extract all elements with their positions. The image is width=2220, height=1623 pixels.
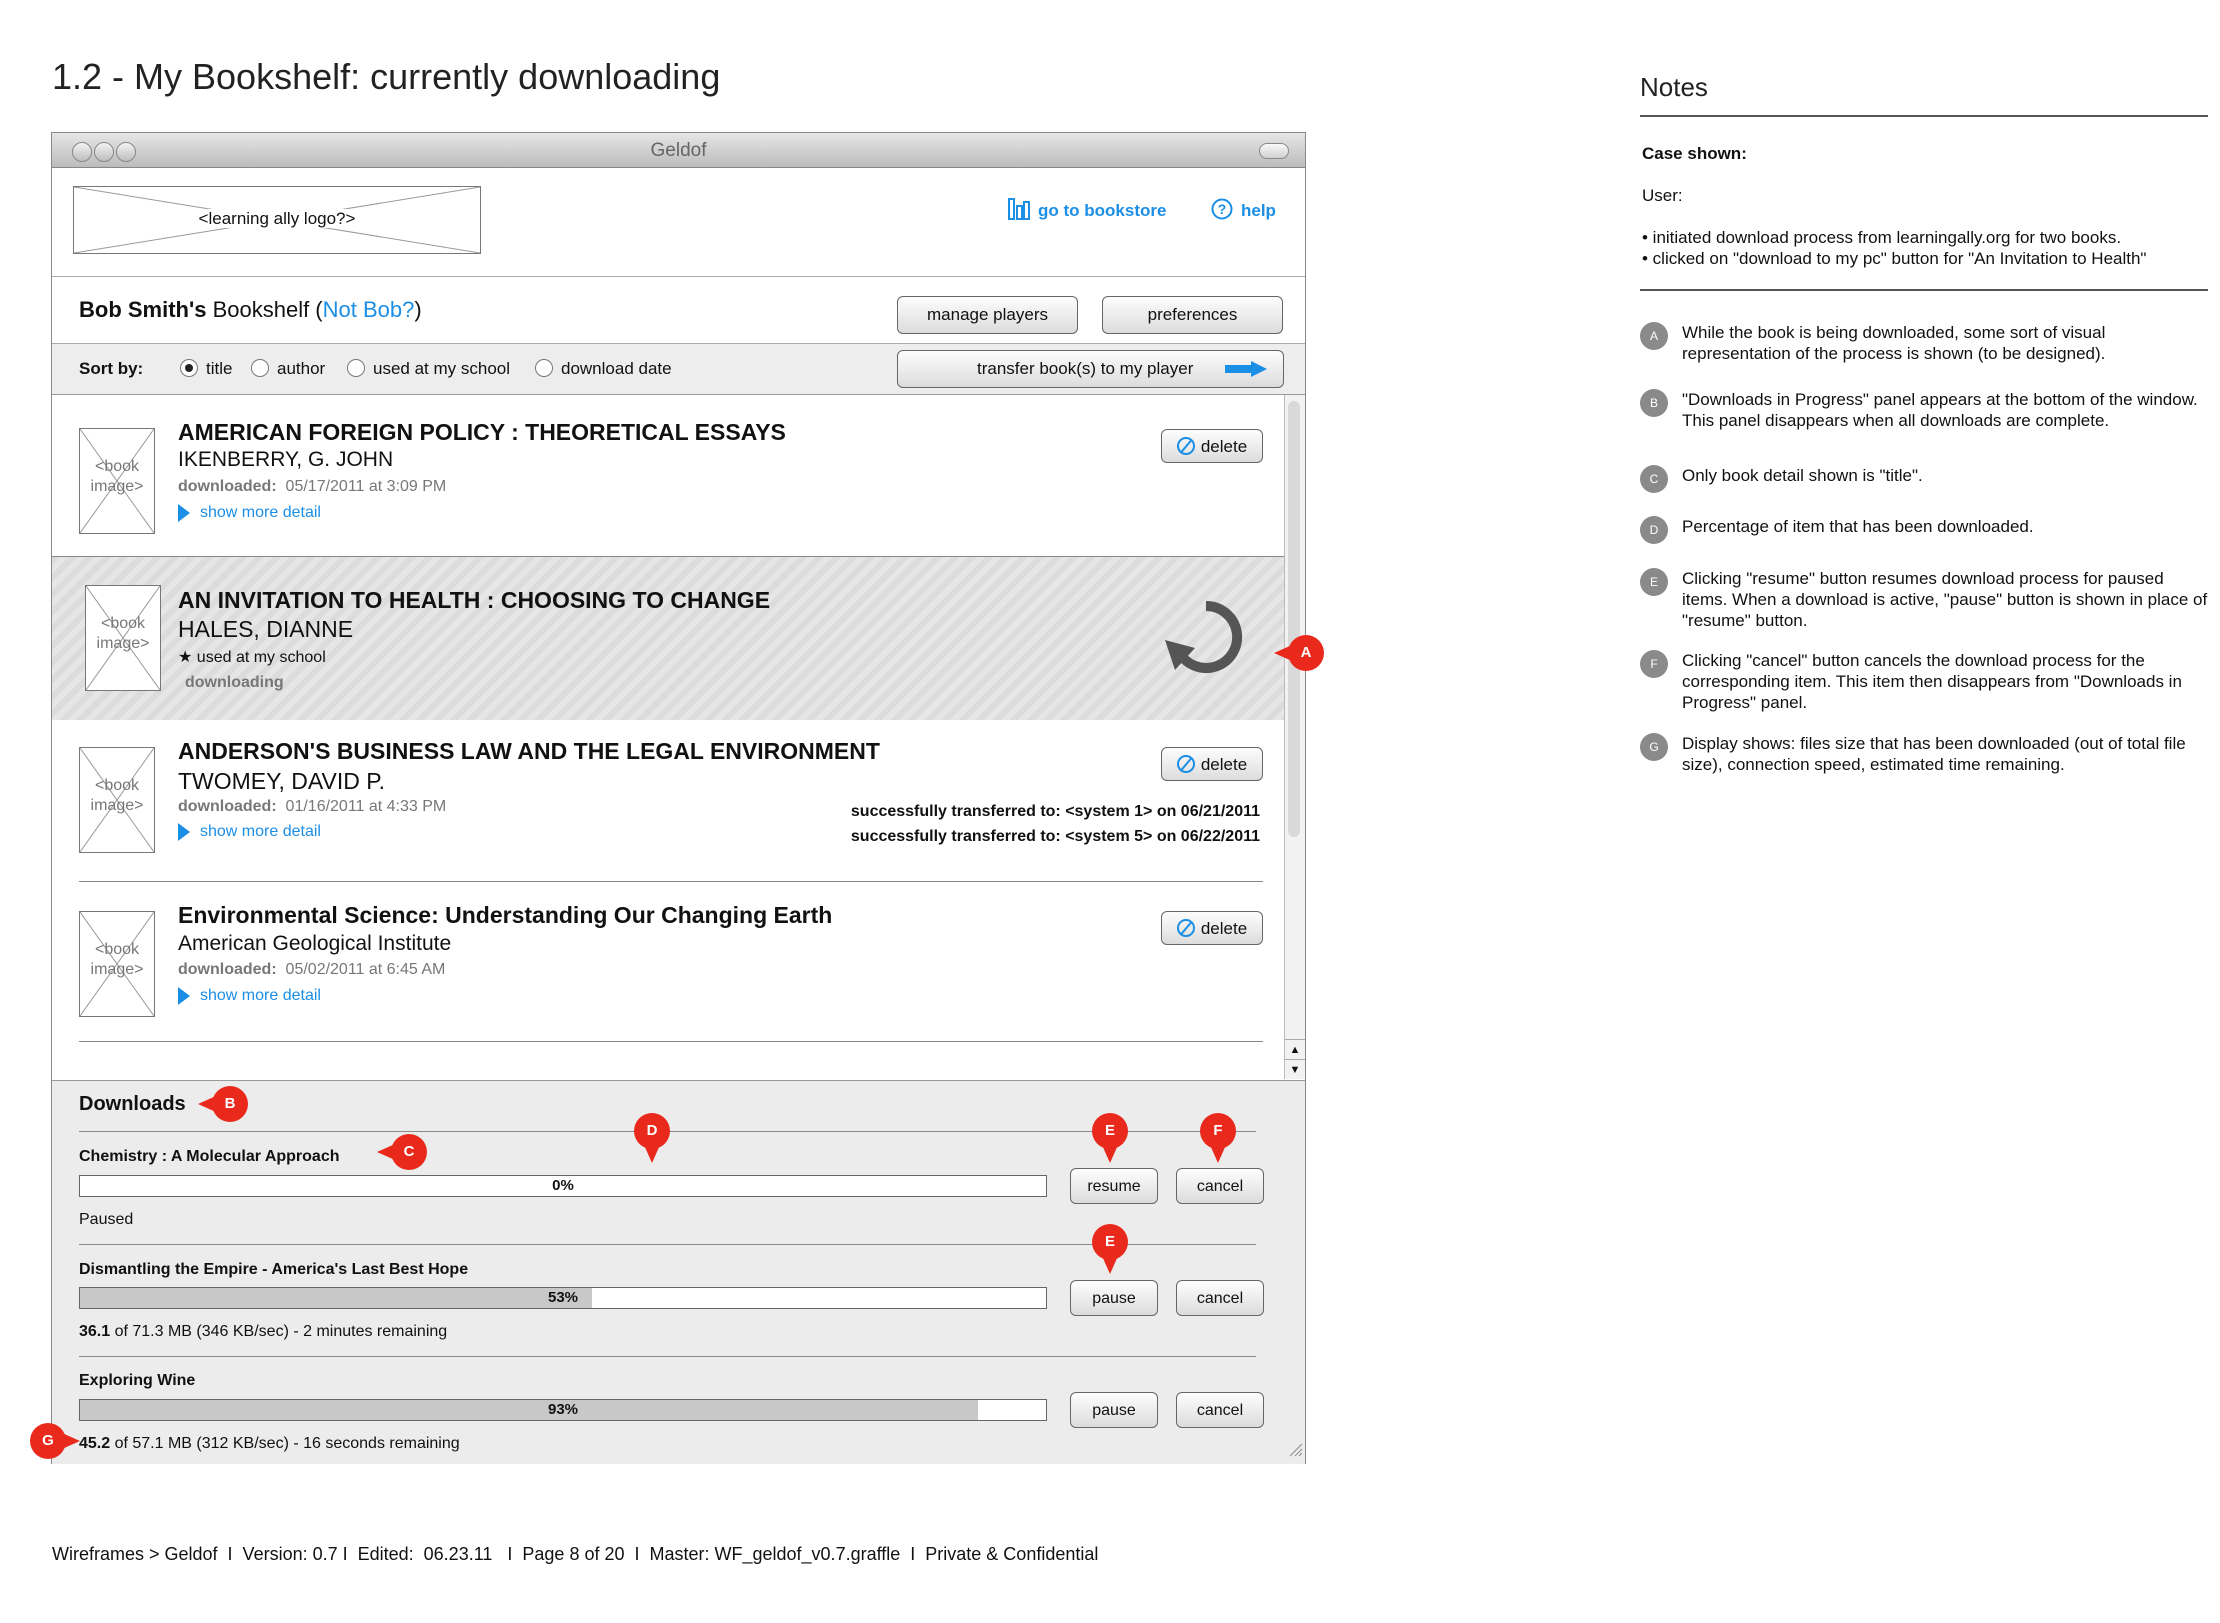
used-at-school-tag — [178, 647, 326, 667]
preferences-button[interactable]: preferences — [1102, 296, 1283, 334]
callout-a: A — [1288, 635, 1324, 671]
resize-grip-icon[interactable] — [1287, 1441, 1303, 1462]
list-scrollbar[interactable] — [1284, 395, 1305, 1079]
manage-players-button[interactable]: manage players — [897, 296, 1078, 334]
notes-divider — [1640, 289, 2208, 291]
sort-option-label: title — [206, 359, 233, 378]
book-downloaded-date — [178, 798, 446, 816]
book-title: Environmental Science: Understanding Our Changing Earth — [178, 902, 833, 928]
callout-b: B — [212, 1086, 248, 1122]
bookshelf-bar — [52, 277, 1305, 344]
book-title: AN INVITATION TO HEALTH : CHOOSING TO CHANGE — [178, 587, 771, 613]
downloaded-label: downloaded: — [178, 798, 277, 815]
case-shown-label: Case shown: — [1642, 144, 1747, 163]
radio-icon — [347, 359, 365, 377]
note-text: While the book is being downloaded, some sort of visual representation of the process is shown (to be designed). — [1682, 323, 2106, 363]
download-progress-bar — [79, 1399, 1047, 1421]
note-key: A — [1640, 322, 1668, 350]
show-more-label: show more detail — [200, 823, 321, 841]
resume-button[interactable]: resume — [1070, 1168, 1158, 1204]
go-to-bookstore-label: go to bookstore — [1038, 200, 1167, 220]
book-item — [52, 886, 1284, 1050]
book-item — [52, 395, 1284, 557]
book-image-text: <book image> — [90, 458, 144, 495]
callout-c: C — [391, 1134, 427, 1170]
show-more-label: show more detail — [200, 504, 321, 522]
delete-label: delete — [1200, 755, 1248, 774]
title-bar — [52, 133, 1305, 168]
book-author: IKENBERRY, G. JOHN — [178, 448, 394, 471]
used-at-school-label: used at my school — [196, 649, 326, 666]
downloaded-amount: 45.2 — [79, 1435, 111, 1452]
download-status — [79, 1435, 460, 1453]
note-key: C — [1640, 465, 1668, 493]
download-item-name: Exploring Wine — [79, 1372, 196, 1389]
notes-title: Notes — [1640, 72, 1708, 102]
callout-e: E — [1092, 1224, 1128, 1260]
delete-button[interactable] — [1161, 429, 1263, 463]
scroll-up-icon[interactable]: ▲ — [1285, 1039, 1305, 1060]
page-title: 1.2 - My Bookshelf: currently downloading — [52, 56, 721, 97]
sort-option-school[interactable] — [347, 359, 510, 379]
book-author: HALES, DIANNE — [178, 616, 354, 642]
download-status — [79, 1323, 447, 1341]
sort-option-author[interactable] — [251, 359, 325, 379]
not-owner-link[interactable]: Not Bob? — [322, 297, 415, 322]
svg-text:?: ? — [1217, 201, 1227, 217]
divider — [79, 1041, 1263, 1042]
divider — [79, 1244, 1256, 1245]
help-icon — [1211, 198, 1233, 225]
expand-triangle-icon — [178, 504, 190, 522]
downloading-spinner-icon — [1165, 596, 1247, 683]
sort-option-title[interactable] — [180, 359, 232, 379]
sort-option-label: author — [277, 359, 326, 378]
download-status-text: Paused — [79, 1211, 134, 1228]
download-status-text: of 57.1 MB (312 KB/sec) - 16 seconds remaining — [110, 1435, 460, 1452]
book-downloaded-date — [178, 961, 445, 979]
callout-d: D — [634, 1113, 670, 1149]
book-list — [52, 395, 1284, 1079]
transfer-to-player-button[interactable] — [897, 350, 1284, 388]
delete-button[interactable] — [1161, 747, 1263, 781]
user-label: User: — [1642, 186, 1683, 205]
bookshelf-title — [79, 297, 422, 323]
downloaded-label: downloaded: — [178, 478, 277, 495]
note-text: Clicking "resume" button resumes download process for paused items. When a download is active, "pause" button is shown in place of "resume" button. — [1682, 569, 2208, 630]
bookshelf-close-paren: ) — [414, 297, 422, 322]
bookstore-icon — [1008, 198, 1030, 225]
progress-percent: 0% — [552, 1177, 574, 1194]
downloads-title: Downloads — [79, 1093, 186, 1115]
book-image-placeholder — [79, 911, 155, 1017]
book-author: American Geological Institute — [178, 932, 452, 955]
downloaded-amount: 36.1 — [79, 1323, 111, 1340]
pause-button[interactable]: pause — [1070, 1280, 1158, 1316]
note-text: Only book detail shown is "title". — [1682, 466, 1923, 485]
divider — [79, 1356, 1256, 1357]
window-title: Geldof — [650, 140, 707, 161]
arrow-right-icon — [1225, 361, 1267, 382]
logo-placeholder — [73, 186, 481, 254]
prohibited-icon — [1177, 919, 1195, 937]
user-point: • initiated download process from learningally.org for two books. — [1642, 228, 2122, 247]
star-icon: ★ — [178, 649, 193, 666]
radio-icon — [251, 359, 269, 377]
book-image-text: <book image> — [90, 777, 144, 814]
book-image-text: <book image> — [96, 615, 150, 652]
downloaded-label: downloaded: — [178, 961, 277, 978]
prohibited-icon — [1177, 755, 1195, 773]
transfer-button-label: transfer book(s) to my player — [977, 359, 1194, 378]
note-text: Display shows: files size that has been downloaded (out of total file size), connection speed, estimated time remaining. — [1682, 734, 2186, 774]
book-item — [52, 721, 1284, 885]
transfer-status: successfully transferred to: <system 1> on 06/21/2011 — [850, 803, 1260, 820]
sort-option-download-date[interactable] — [535, 359, 672, 379]
sort-option-label: download date — [561, 359, 672, 378]
bookshelf-label: Bookshelf ( — [206, 297, 323, 322]
show-more-detail-link[interactable] — [178, 823, 321, 841]
book-downloaded-date — [178, 478, 446, 496]
owner-name: Bob Smith's — [79, 297, 207, 322]
transfer-status: successfully transferred to: <system 5> on 06/22/2011 — [850, 828, 1260, 845]
note-text: Percentage of item that has been downloaded. — [1682, 517, 2034, 536]
delete-label: delete — [1200, 919, 1248, 938]
book-image-placeholder — [85, 585, 161, 691]
note-text: "Downloads in Progress" panel appears at the bottom of the window. This panel disappears when all downloads are complete. — [1682, 390, 2198, 430]
help-link[interactable] — [1211, 198, 1276, 225]
delete-button[interactable] — [1161, 911, 1263, 945]
logo-text: <learning ally logo?> — [195, 209, 360, 228]
notes-divider — [1640, 115, 2208, 117]
download-progress-bar — [79, 1287, 1047, 1309]
expand-triangle-icon — [178, 987, 190, 1005]
callout-g: G — [30, 1423, 66, 1459]
note-text: Clicking "cancel" button cancels the download process for the corresponding item. This item then disappears from "Downloads in Progress" panel. — [1682, 651, 2182, 712]
radio-selected-icon — [180, 359, 198, 377]
book-image-placeholder — [79, 428, 155, 534]
note-key: E — [1640, 568, 1668, 596]
toolbar-toggle-button[interactable] — [1259, 143, 1289, 159]
sort-option-label: used at my school — [373, 359, 511, 378]
app-header — [52, 168, 1305, 277]
show-more-label: show more detail — [200, 987, 321, 1005]
show-more-detail-link[interactable] — [178, 504, 321, 522]
footer: Wireframes > Geldof I Version: 0.7 I Edited: 06.23.11 I Page 8 of 20 I Master: WF_geldof_v0.7.graffle I Private & Confidential — [52, 1544, 1099, 1564]
delete-label: delete — [1200, 437, 1248, 456]
download-status: downloading — [185, 674, 284, 691]
scrollbar-thumb[interactable] — [1288, 401, 1300, 837]
divider — [79, 881, 1263, 882]
note-key: F — [1640, 650, 1668, 678]
note-key: B — [1640, 389, 1668, 417]
book-image-text: <book image> — [90, 941, 144, 978]
note-key: D — [1640, 516, 1668, 544]
expand-triangle-icon — [178, 823, 190, 841]
pause-button[interactable]: pause — [1070, 1392, 1158, 1428]
book-author: TWOMEY, DAVID P. — [178, 768, 386, 794]
progress-percent: 93% — [547, 1401, 579, 1418]
book-title: AMERICAN FOREIGN POLICY : THEORETICAL ESSAYS — [178, 419, 786, 445]
download-status — [79, 1211, 133, 1229]
sort-label: Sort by: — [79, 359, 144, 378]
download-item-name: Chemistry : A Molecular Approach — [79, 1148, 340, 1165]
book-item-downloading — [52, 557, 1284, 720]
downloaded-value: 05/17/2011 at 3:09 PM — [285, 478, 447, 495]
download-progress-bar — [79, 1175, 1047, 1197]
scroll-down-icon[interactable]: ▼ — [1285, 1059, 1305, 1080]
progress-percent: 53% — [547, 1289, 579, 1306]
note-key: G — [1640, 733, 1668, 761]
download-status-text: of 71.3 MB (346 KB/sec) - 2 minutes remaining — [110, 1323, 448, 1340]
downloaded-value: 05/02/2011 at 6:45 AM — [285, 961, 446, 978]
callout-f: F — [1200, 1113, 1236, 1149]
show-more-detail-link[interactable] — [178, 987, 321, 1005]
download-item-name: Dismantling the Empire - America's Last Best Hope — [79, 1261, 469, 1278]
cancel-button[interactable]: cancel — [1176, 1168, 1264, 1204]
cancel-button[interactable]: cancel — [1176, 1280, 1264, 1316]
book-image-placeholder — [79, 747, 155, 853]
radio-icon — [535, 359, 553, 377]
user-point: • clicked on "download to my pc" button for "An Invitation to Health" — [1642, 249, 2147, 268]
help-label: help — [1241, 200, 1276, 220]
sort-bar — [52, 344, 1305, 395]
cancel-button[interactable]: cancel — [1176, 1392, 1264, 1428]
book-title: ANDERSON'S BUSINESS LAW AND THE LEGAL ENVIRONMENT — [178, 738, 880, 764]
downloaded-value: 01/16/2011 at 4:33 PM — [285, 798, 447, 815]
prohibited-icon — [1177, 437, 1195, 455]
go-to-bookstore-link[interactable] — [1008, 198, 1166, 225]
callout-e: E — [1092, 1113, 1128, 1149]
